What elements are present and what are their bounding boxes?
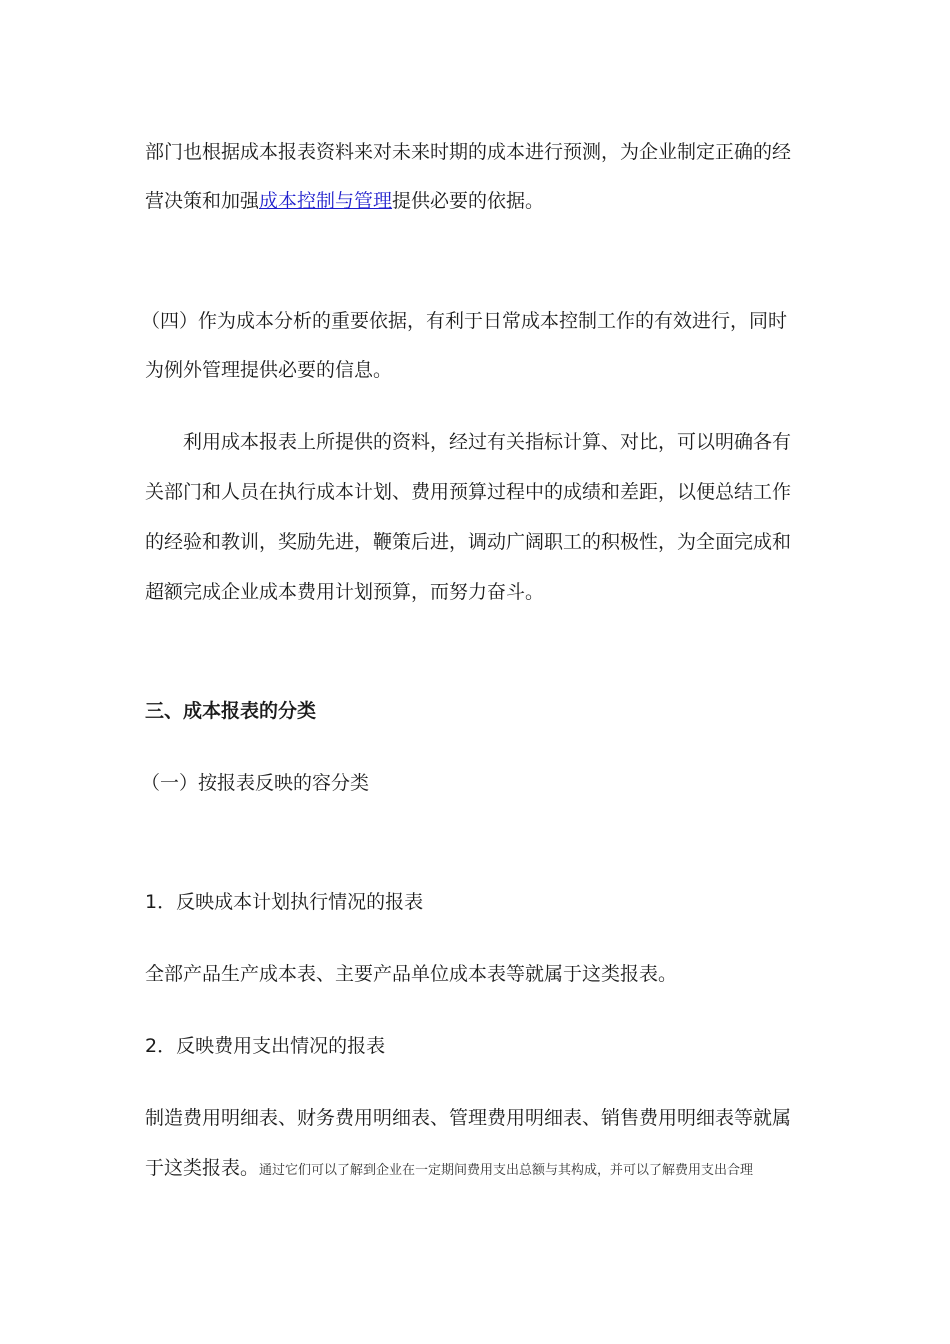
paragraph-line: 利用成本报表上所提供的资料，经过有关指标计算、对比，可以明确各有 — [183, 431, 792, 453]
cost-control-link[interactable]: 成本控制与管理 — [259, 190, 393, 212]
item-body — [145, 1155, 753, 1184]
text-span: 营决策和加强 — [145, 190, 260, 212]
paragraph-line: （四）作为成本分析的重要依据，有利于日常成本控制工作的有效进行，同时 — [141, 310, 788, 332]
paragraph-line: 部门也根据成本报表资料来对未来时期的成本进行预测，为企业制定正确的经 — [145, 141, 792, 163]
paragraph-line: 关部门和人员在执行成本计划、费用预算过程中的成绩和差距，以便总结工作 — [145, 481, 792, 503]
item-body: 制造费用明细表、财务费用明细表、管理费用明细表、销售费用明细表等就属 — [145, 1107, 792, 1129]
paragraph-line: 超额完成企业成本费用计划预算，而努力奋斗。 — [145, 581, 545, 603]
section-heading: 三、成本报表的分类 — [145, 700, 317, 722]
paragraph-line — [145, 188, 544, 214]
item-title: 1．反映成本计划执行情况的报表 — [145, 891, 424, 913]
item-title: 2．反映费用支出情况的报表 — [145, 1035, 386, 1057]
paragraph-line: 为例外管理提供必要的信息。 — [145, 359, 393, 381]
item-body: 全部产品生产成本表、主要产品单位成本表等就属于这类报表。 — [145, 963, 678, 985]
text-span: 于这类报表。 — [145, 1157, 260, 1179]
paragraph-line: 的经验和教训，奖励先进，鞭策后进，调动广阔职工的积极性，为全面完成和 — [145, 531, 792, 553]
subsection-heading: （一）按报表反映的容分类 — [141, 772, 370, 794]
text-span: 提供必要的依据。 — [392, 190, 545, 212]
small-text-span: 通过它们可以了解到企业在一定期间费用支出总额与其构成，并可以了解费用支出合理 — [259, 1163, 754, 1178]
